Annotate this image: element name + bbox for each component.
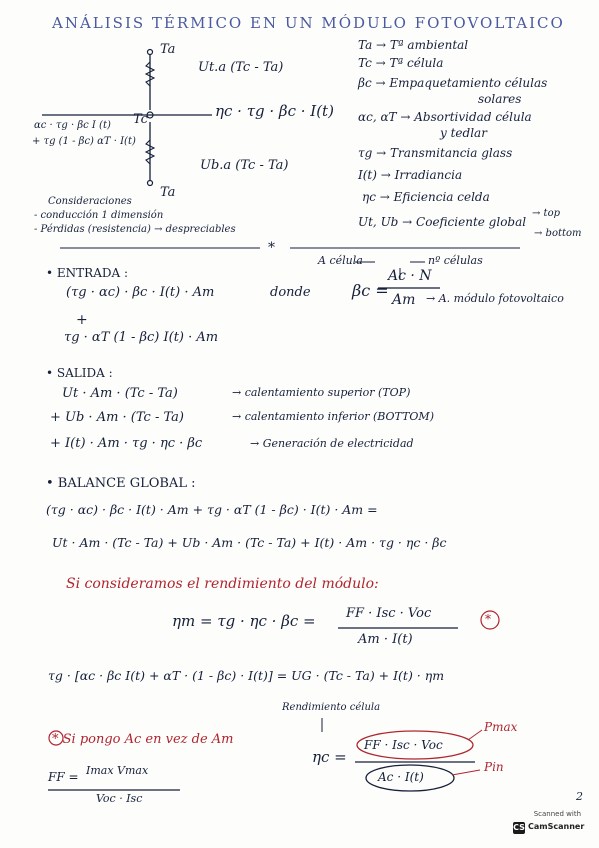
legend-item: Tc → Tª célula [358, 56, 444, 70]
diagram-node-bottom [148, 181, 153, 186]
legend-item: → bottom [534, 228, 582, 239]
diagram-bottom-eq: Ub.a (Tc - Ta) [200, 158, 289, 173]
balance-heading: • BALANCE GLOBAL : [46, 476, 196, 491]
balance-line1: (τg · αc) · βc · I(t) · Am + τg · αT (1 - βc) · I(t) · Am = [46, 502, 378, 517]
page-number: 2 [576, 790, 583, 803]
rendimiento-eq-den: Am · I(t) [358, 632, 413, 647]
entrada-beta-num: Ac · N [388, 268, 432, 284]
rendimiento-eq-num: FF · Isc · Voc [346, 606, 432, 621]
nota-ff-num: Imax Vmax [86, 764, 149, 777]
legend-item: Ta → Tª ambiental [358, 38, 469, 52]
entrada-beta-den: Am [392, 292, 416, 308]
diagram-right-eq: ηc · τg · βc · I(t) [215, 102, 334, 120]
nota-ff-den: Voc · Isc [96, 792, 143, 805]
rendimiento-intro: Si consideramos el rendimiento del módulo: [66, 576, 379, 592]
entrada-donde: donde [270, 285, 311, 300]
salida-eq: Ut · Am · (Tc - Ta) [62, 386, 178, 401]
nota-pmax: Pmax [484, 720, 518, 734]
separator-star: * [268, 240, 275, 256]
nota-num: FF · Isc · Voc [364, 738, 443, 752]
salida-desc: → Generación de electricidad [250, 437, 414, 450]
page-title: ANÁLISIS TÉRMICO EN UN MÓDULO FOTOVOLTAICO [52, 14, 565, 32]
diagram-bottom-node: Ta [160, 185, 176, 200]
nota-ff-lhs: FF = [48, 770, 79, 784]
stamp-top-text: Scanned with [533, 810, 581, 818]
legend-item: βc → Empaquetamiento células [358, 76, 548, 90]
nota-text: * Si pongo Ac en vez de Am [52, 732, 234, 747]
diagram-top-node: Ta [160, 42, 176, 57]
rendimiento-final: τg · [αc · βc I(t) + αT · (1 - βc) · I(t)] = UG · (Tc - Ta) + I(t) · ηm [48, 668, 445, 683]
salida-heading: • SALIDA : [46, 366, 113, 380]
camscanner-logo-icon: CS [513, 823, 525, 832]
diagram-top-eq: Ut.a (Tc - Ta) [198, 60, 284, 75]
salida-desc: → calentamiento inferior (BOTTOM) [232, 410, 434, 423]
legend-item: ηc → Eficiencia celda [362, 190, 490, 204]
stamp-name: CamScanner [528, 822, 585, 831]
salida-eq: + I(t) · Am · τg · ηc · βc [50, 436, 203, 451]
entrada-a-modulo: → A. módulo fotovoltaico [426, 292, 564, 305]
entrada-line2: τg · αT (1 - βc) I(t) · Am [64, 330, 219, 345]
diagram-left-eq-2: + τg (1 - βc) αT · I(t) [32, 136, 136, 147]
legend-item: I(t) → Irradiancia [358, 168, 463, 182]
nota-pin: Pin [484, 760, 504, 774]
nota-eta-c: ηc = [312, 748, 347, 766]
nota-den: Ac · I(t) [378, 770, 424, 784]
considerations-item: - conducción 1 dimensión [34, 210, 164, 221]
legend-item: Ut, Ub → Coeficiente global [358, 215, 527, 229]
entrada-beta-lhs: βc = [352, 281, 389, 300]
legend-item: y tedlar [440, 126, 487, 140]
rendimiento-eq-lhs: ηm = τg · ηc · βc = [172, 612, 316, 630]
entrada-plus: + [76, 312, 88, 328]
salida-desc: → calentamiento superior (TOP) [232, 386, 411, 399]
entrada-line1: (τg · αc) · βc · I(t) · Am [66, 285, 215, 300]
entrada-a-celula: A célula [318, 254, 363, 267]
diagram-node-top [148, 50, 153, 55]
scanner-stamp [509, 808, 587, 840]
considerations-item: - Pérdidas (resistencia) → despreciables [34, 224, 236, 235]
entrada-n-celulas: nº células [428, 254, 483, 267]
entrada-heading: • ENTRADA : [46, 266, 129, 280]
salida-eq: + Ub · Am · (Tc - Ta) [50, 410, 184, 425]
nota-rend-label: Rendimiento célula [282, 702, 381, 713]
rendimiento-mark: * [485, 612, 491, 626]
considerations-heading: Consideraciones [48, 196, 132, 207]
diagram-left-eq-1: αc · τg · βc I (t) [34, 120, 111, 131]
legend-item: → top [532, 208, 560, 219]
legend-item: αc, αT → Absortividad célula [358, 110, 532, 124]
balance-line2: Ut · Am · (Tc - Ta) + Ub · Am · (Tc - Ta) + I(t) · Am · τg · ηc · βc [52, 535, 447, 550]
legend-item: τg → Transmitancia glass [358, 146, 513, 160]
legend-item: solares [478, 92, 522, 106]
diagram-center-label: Tc [133, 112, 148, 127]
